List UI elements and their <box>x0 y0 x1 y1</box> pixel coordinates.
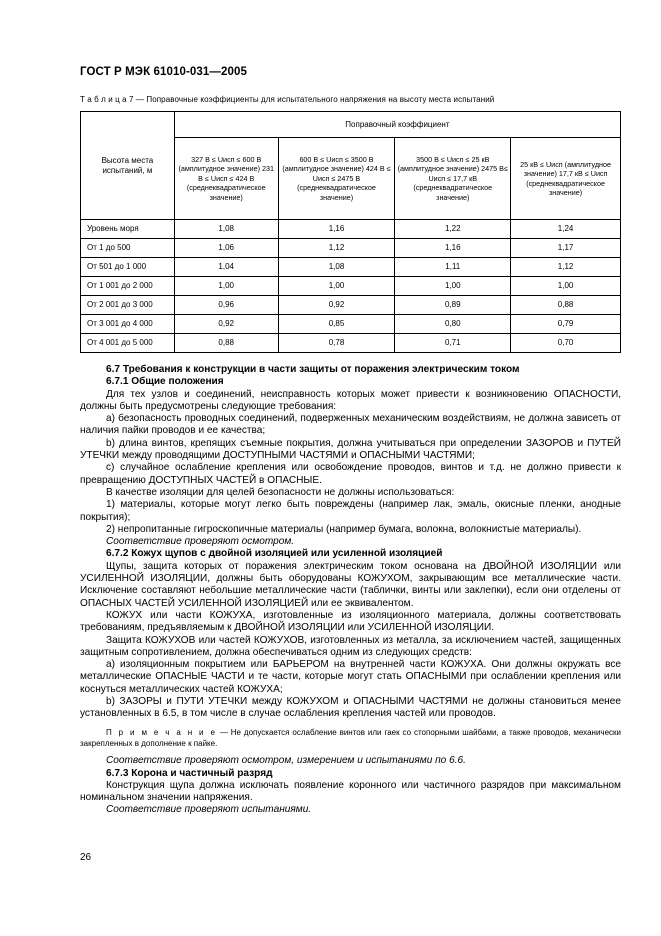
table-header-group: Поправочный коэффициент <box>174 112 620 138</box>
row-label: От 3 001 до 4 000 <box>81 315 175 334</box>
compliance-check: Соответствие проверяют осмотром. <box>106 536 295 548</box>
list-item: 1) материалы, которые могут легко быть повреждены (например лак, эмаль, окисные пленки, анодные покрытия); <box>80 499 621 523</box>
compliance-check: Соответствие проверяют осмотром, измерением и испытаниями по 6.6. <box>106 755 466 767</box>
list-item: 2) непропитанные гигроскопичные материалы (например бумага, волокна, волокнистые материалы). <box>106 523 582 535</box>
cell-value: 1,00 <box>395 277 511 296</box>
cell-value: 0,96 <box>174 296 278 315</box>
paragraph: Щупы, защита которых от поражения электрическим током основана на ДВОЙНОЙ ИЗОЛЯЦИИ или УСИЛЕННОЙ ИЗОЛЯЦИИ, должны быть оборудованы КОЖУХОМ, закрывающим все металлические части. Исключение составляют небольшие металлические части (таблички, винты или заклепки), если они отделены от ОПАСНЫХ ЧАСТЕЙ УСИЛЕННОЙ ИЗОЛЯЦИЕЙ или ее эквивалентом. <box>80 560 621 609</box>
cell-value: 1,08 <box>174 220 278 239</box>
cell-value: 1,04 <box>174 258 278 277</box>
paragraph: В качестве изоляции для целей безопасности не должны использоваться: <box>106 486 455 498</box>
cell-value: 1,12 <box>511 258 621 277</box>
document-body <box>80 364 621 817</box>
cell-value: 1,00 <box>174 277 278 296</box>
cell-value: 1,00 <box>511 277 621 296</box>
table-row <box>81 296 621 315</box>
cell-value: 0,79 <box>511 315 621 334</box>
table-row <box>81 315 621 334</box>
cell-value: 0,78 <box>278 334 395 353</box>
page-number: 26 <box>80 852 92 863</box>
list-item: b) длина винтов, крепящих съемные покрытия, должна учитываться при определении ЗАЗОРОВ и ПУТЕЙ УТЕЧКИ между проводящими ДОСТУПНЫМИ ЧАСТЯМИ и ОПАСНЫМИ ЧАСТЯМИ; <box>80 437 621 462</box>
cell-value: 1,06 <box>174 239 278 258</box>
table-header-altitude: Высота места испытаний, м <box>81 112 175 220</box>
cell-value: 1,17 <box>511 239 621 258</box>
cell-value: 1,24 <box>511 220 621 239</box>
table-header-col-4: 25 кВ ≤ Uисп (амплитудное значение) 17,7 кВ ≤ Uисп (среднеквадратическое значение) <box>511 138 621 220</box>
list-item: a) изоляционным покрытием или БАРЬЕРОМ на внутренней части КОЖУХА. Они должны окружать все металлические ОПАСНЫЕ ЧАСТИ и те части, которые могут стать ОПАСНЫМИ при ослаблении крепления или коснуться металлических частей КОЖУХА; <box>80 659 621 695</box>
note-text: — Не допускается ослабление винтов или гаек со стопорными шайбами, а также проводов, механически закрепленных в дополнение к пайке. <box>80 727 622 748</box>
section-6-7-1-title: 6.7.1 Общие положения <box>106 376 224 388</box>
row-label: От 501 до 1 000 <box>81 258 175 277</box>
cell-value: 0,80 <box>395 315 511 334</box>
list-item: c) случайное ослабление крепления или освобождение проводов, винтов и т.д. не должно привести к превращению ДОСТУПНЫХ ЧАСТЕЙ в ОПАСНЫЕ. <box>80 462 621 486</box>
cell-value: 0,88 <box>511 296 621 315</box>
cell-value: 1,22 <box>395 220 511 239</box>
list-item: b) ЗАЗОРЫ и ПУТИ УТЕЧКИ между КОЖУХОМ и ОПАСНЫМИ ЧАСТЯМИ не должны становиться менее установленных в 6.5, в том числе в случае ослабления крепления частей или проводов. <box>80 696 621 720</box>
cell-value: 0,92 <box>174 315 278 334</box>
row-label: От 2 001 до 3 000 <box>81 296 175 315</box>
cell-value: 1,16 <box>395 239 511 258</box>
cell-value: 0,70 <box>511 334 621 353</box>
paragraph: КОЖУХ или части КОЖУХА, изготовленные из изоляционного материала, должны соответствовать требованиям, предъявляемым к ДВОЙНОЙ ИЗОЛЯЦИИ или УСИЛЕННОЙ ИЗОЛЯЦИИ. <box>80 609 621 634</box>
table-header-col-3: 3500 В ≤ Uисп ≤ 25 кВ (амплитудное значение) 2475 В≤ Uисп ≤ 17,7 кВ (среднеквадратическое значение) <box>395 138 511 220</box>
document-header: ГОСТ Р МЭК 61010-031—2005 <box>80 66 247 78</box>
table-header-col-1: 327 В ≤ Uисп ≤ 600 В (амплитудное значение) 231 В ≤ Uисп ≤ 424 В (среднеквадратическое значение) <box>174 138 278 220</box>
row-label: Уровень моря <box>81 220 175 239</box>
note <box>80 727 621 750</box>
section-6-7-3-title: 6.7.3 Корона и частичный разряд <box>106 767 273 779</box>
cell-value: 1,08 <box>278 258 395 277</box>
table-row <box>81 258 621 277</box>
list-item: a) безопасность проводных соединений, подверженных механическим воздействиям, не должна зависеть от наличия пайки проводов и ее качества; <box>80 413 621 437</box>
cell-value: 0,89 <box>395 296 511 315</box>
cell-value: 0,92 <box>278 296 395 315</box>
cell-value: 0,71 <box>395 334 511 353</box>
correction-factor-table <box>80 111 621 353</box>
row-label: От 1 до 500 <box>81 239 175 258</box>
table-header-col-2: 600 В ≤ Uисп ≤ 3500 В (амплитудное значение) 424 В ≤ Uисп ≤ 2475 В (среднеквадратическое значение) <box>278 138 395 220</box>
cell-value: 1,11 <box>395 258 511 277</box>
table-caption: Т а б л и ц а 7 — Поправочные коэффициенты для испытательного напряжения на высоту места испытаний <box>80 95 495 104</box>
table-row <box>81 220 621 239</box>
row-label: От 1 001 до 2 000 <box>81 277 175 296</box>
paragraph: Для тех узлов и соединений, неисправность которых может привести к возникновению ОПАСНОСТИ, должны быть предусмотрены следующие требования: <box>80 388 621 412</box>
section-6-7-2-title: 6.7.2 Кожух щупов с двойной изоляцией или усиленной изоляцией <box>106 548 443 560</box>
paragraph: Конструкция щупа должна исключать появление коронного или частичного разрядов при максимальном номинальном значении напряжения. <box>80 779 621 804</box>
cell-value: 1,12 <box>278 239 395 258</box>
table-row <box>81 239 621 258</box>
compliance-check: Соответствие проверяют испытаниями. <box>106 804 312 816</box>
cell-value: 0,85 <box>278 315 395 334</box>
cell-value: 1,00 <box>278 277 395 296</box>
row-label: От 4 001 до 5 000 <box>81 334 175 353</box>
paragraph: Защита КОЖУХОВ или частей КОЖУХОВ, изготовленных из металла, за исключением частей, защищенных защитным сопротивлением, должна обеспечиваться одним из следующих средств: <box>80 634 621 658</box>
section-6-7-title: 6.7 Требования к конструкции в части защиты от поражения электрическим током <box>106 364 520 375</box>
note-label: П р и м е ч а н и е <box>106 727 217 737</box>
cell-value: 1,16 <box>278 220 395 239</box>
table-row <box>81 277 621 296</box>
cell-value: 0,88 <box>174 334 278 353</box>
table-row <box>81 334 621 353</box>
